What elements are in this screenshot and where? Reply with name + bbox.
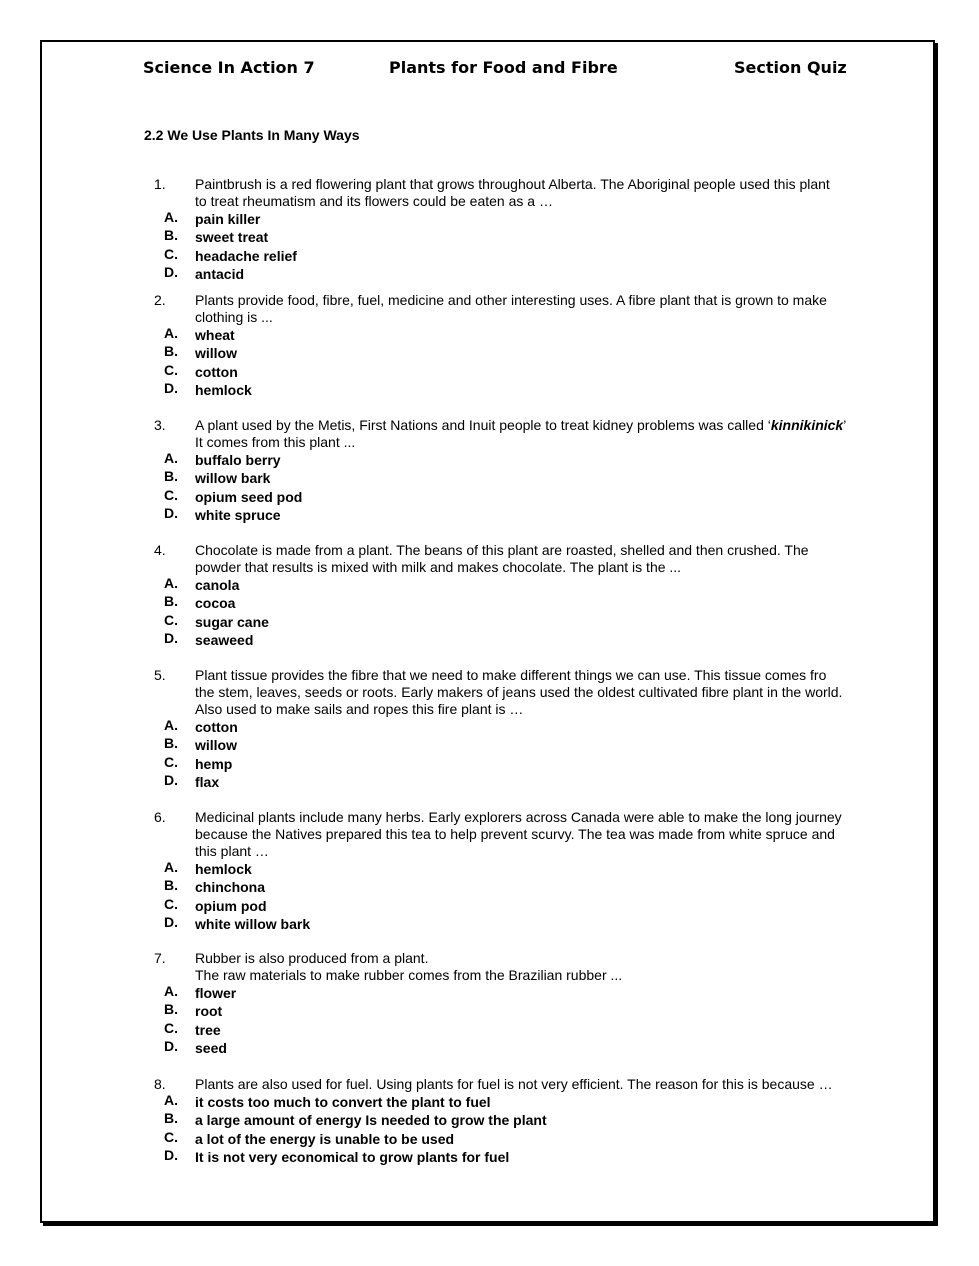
answer-option-c: C. cotton: [164, 361, 238, 380]
answer-option-a: A. it costs too much to convert the plant to fuel: [164, 1092, 491, 1110]
header-unit: Plants for Food and Fibre: [389, 58, 618, 77]
answer-option-d: D. seaweed: [164, 629, 254, 648]
answer-option-c: C. tree: [164, 1019, 221, 1038]
plant-term: kinnikinick: [770, 417, 844, 433]
answer-option-b: B. willow bark: [164, 468, 271, 487]
question-8: [0, 1076, 979, 1166]
answer-option-d: D. white willow bark: [164, 913, 311, 932]
question-text: The raw materials to make rubber comes from the Brazilian rubber ...: [195, 967, 623, 983]
question-number: 1.: [154, 176, 166, 192]
question-number: 3.: [154, 417, 166, 433]
question-5: [0, 667, 979, 791]
answer-option-c: C. hemp: [164, 753, 233, 772]
question-1: [0, 176, 979, 283]
question-text: Plant tissue provides the fibre that we need to make different things we can use. This tissue comes fro: [195, 667, 827, 683]
answer-option-b: B. chinchona: [164, 877, 266, 896]
answer-option-d: D. hemlock: [164, 379, 252, 398]
question-text: It comes from this plant ...: [195, 434, 356, 450]
answer-option-b: B. cocoa: [164, 593, 236, 612]
answer-option-d: D. white spruce: [164, 504, 281, 523]
answer-option-d: D. seed: [164, 1037, 227, 1056]
question-text: the stem, leaves, seeds or roots. Early makers of jeans used the oldest cultivated fibre plant in the world.: [195, 684, 843, 700]
question-text: A plant used by the Metis, First Nations and Inuit people to treat kidney problems was called ‘kinnikinick’: [195, 417, 847, 433]
question-number: 2.: [154, 292, 166, 308]
question-number: 4.: [154, 542, 166, 558]
header-course: Science In Action 7: [143, 58, 315, 77]
answer-option-d: D. antacid: [164, 263, 245, 282]
question-text: clothing is ...: [195, 309, 273, 325]
answer-option-c: C. opium seed pod: [164, 486, 303, 505]
answer-option-b: B. willow: [164, 343, 237, 362]
answer-option-d: D. flax: [164, 771, 220, 790]
header-quiz-type: Section Quiz: [734, 58, 847, 77]
question-text: Medicinal plants include many herbs. Early explorers across Canada were able to make the long journey: [195, 809, 842, 825]
question-number: 6.: [154, 809, 166, 825]
question-text: to treat rheumatism and its flowers could be eaten as a …: [195, 193, 553, 209]
answer-option-b: B. a large amount of energy Is needed to grow the plant: [164, 1110, 547, 1129]
answer-option-d: D. It is not very economical to grow plants for fuel: [164, 1146, 510, 1165]
question-text: because the Natives prepared this tea to help prevent scurvy. The tea was made from white spruce and: [195, 826, 835, 842]
question-2: [0, 292, 979, 399]
question-text: this plant …: [195, 843, 269, 859]
question-6: [0, 809, 979, 933]
question-4: [0, 542, 979, 649]
answer-option-c: C. a lot of the energy is unable to be used: [164, 1128, 455, 1147]
answer-option-a: A. wheat: [164, 325, 235, 343]
question-text: Paintbrush is a red flowering plant that grows throughout Alberta. The Aboriginal people used this plant: [195, 176, 830, 192]
answer-option-c: C. sugar cane: [164, 611, 269, 630]
answer-option-b: B. root: [164, 1001, 223, 1020]
answer-option-c: C. opium pod: [164, 895, 267, 914]
question-7: [0, 950, 979, 1057]
answer-option-a: A. pain killer: [164, 209, 261, 227]
answer-option-a: A. buffalo berry: [164, 450, 281, 468]
question-text: Chocolate is made from a plant. The beans of this plant are roasted, shelled and then crushed. The: [195, 542, 809, 558]
answer-option-a: A. cotton: [164, 717, 238, 735]
answer-option-a: A. hemlock: [164, 859, 252, 877]
question-3: [0, 417, 979, 524]
question-text: Also used to make sails and ropes this fire plant is …: [195, 701, 524, 717]
question-number: 5.: [154, 667, 166, 683]
answer-option-b: B. willow: [164, 735, 237, 754]
question-number: 8.: [154, 1076, 166, 1092]
question-text: powder that results is mixed with milk and makes chocolate. The plant is the ...: [195, 559, 682, 575]
answer-option-b: B. sweet treat: [164, 227, 269, 246]
section-title: 2.2 We Use Plants In Many Ways: [144, 127, 360, 143]
question-text: Plants provide food, fibre, fuel, medicine and other interesting uses. A fibre plant that is grown to make: [195, 292, 827, 308]
answer-option-c: C. headache relief: [164, 245, 297, 264]
question-text: Rubber is also produced from a plant.: [195, 950, 429, 966]
answer-option-a: A. canola: [164, 575, 240, 593]
question-text: Plants are also used for fuel. Using plants for fuel is not very efficient. The reason for this is because …: [195, 1076, 833, 1092]
question-number: 7.: [154, 950, 166, 966]
answer-option-a: A. flower: [164, 983, 237, 1001]
